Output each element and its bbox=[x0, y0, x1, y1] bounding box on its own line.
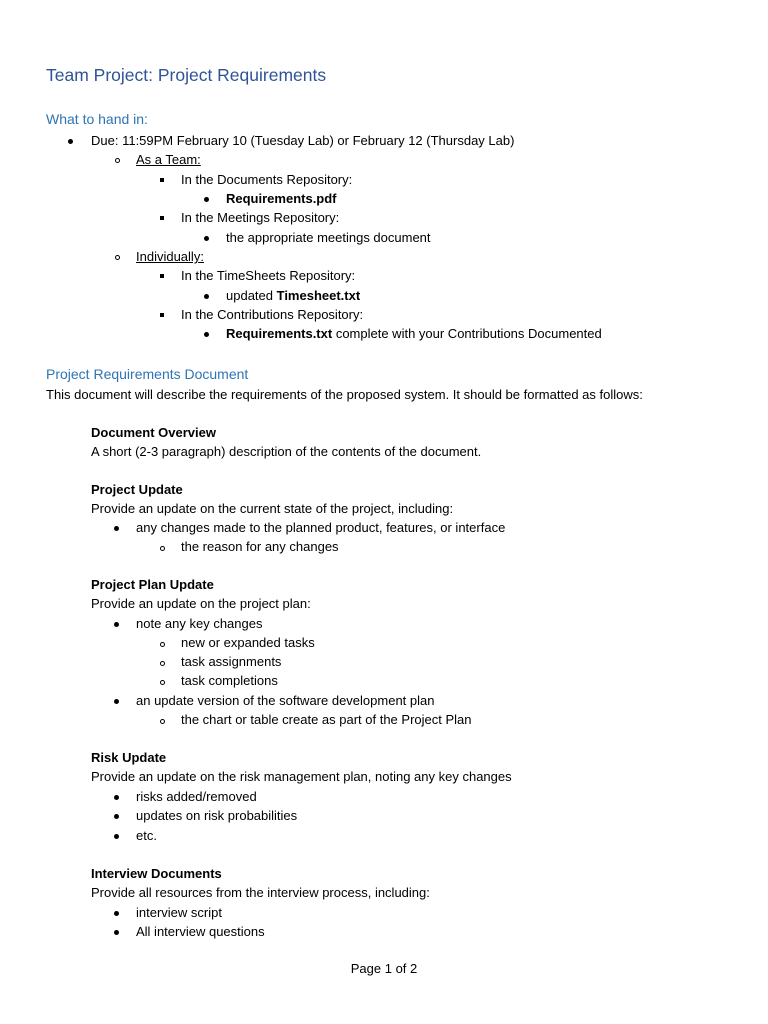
bullet-circle bbox=[160, 642, 165, 647]
ind-timesheet-prefix: updated bbox=[226, 288, 277, 303]
bullet-dot bbox=[204, 236, 209, 241]
plan-text: Provide an update on the project plan: bbox=[91, 596, 311, 611]
bullet-dot bbox=[114, 795, 119, 800]
ind-contrib-line bbox=[226, 327, 602, 340]
bullet-square bbox=[160, 216, 164, 220]
interview-bullet-2: All interview questions bbox=[136, 924, 265, 939]
team-docs-repo: In the Documents Repository: bbox=[181, 172, 353, 187]
requirements-heading: Project Requirements Document bbox=[46, 366, 249, 382]
ind-timesheets-repo: In the TimeSheets Repository: bbox=[181, 268, 356, 283]
risk-bullet-2: updates on risk probabilities bbox=[136, 808, 298, 823]
bullet-circle bbox=[160, 719, 165, 724]
plan-sub-1: new or expanded tasks bbox=[181, 635, 315, 650]
interview-heading: Interview Documents bbox=[91, 866, 222, 881]
bullet-circle bbox=[115, 255, 120, 260]
bullet-dot bbox=[114, 911, 119, 916]
bullet-dot bbox=[114, 814, 119, 819]
bullet-dot bbox=[114, 622, 119, 627]
update-bullet: any changes made to the planned product, features, or interface bbox=[136, 520, 506, 535]
risk-bullet-1: risks added/removed bbox=[136, 789, 257, 804]
team-docs-file: Requirements.pdf bbox=[226, 191, 337, 206]
page-number-footer: Page 1 of 2 bbox=[350, 961, 418, 976]
bullet-dot bbox=[114, 834, 119, 839]
interview-bullet-1: interview script bbox=[136, 905, 222, 920]
plan-bullet-2: an update version of the software development plan bbox=[136, 693, 435, 708]
plan-heading: Project Plan Update bbox=[91, 577, 214, 592]
risk-bullet-3: etc. bbox=[136, 828, 157, 843]
update-sub: the reason for any changes bbox=[181, 539, 339, 554]
bullet-circle bbox=[115, 158, 120, 163]
risk-text: Provide an update on the risk management plan, noting any key changes bbox=[91, 769, 512, 784]
bullet-dot bbox=[114, 526, 119, 531]
update-heading: Project Update bbox=[91, 482, 183, 497]
ind-contrib-file: Requirements.txt bbox=[226, 326, 333, 341]
plan-sub-3: task completions bbox=[181, 673, 278, 688]
bullet-square bbox=[160, 178, 164, 182]
ind-contrib-suffix: complete with your Contributions Documented bbox=[332, 326, 602, 341]
ind-timesheet-file: Timesheet.txt bbox=[276, 288, 361, 303]
team-meetings-item: the appropriate meetings document bbox=[226, 230, 431, 245]
interview-text: Provide all resources from the interview process, including: bbox=[91, 885, 430, 900]
team-meetings-repo: In the Meetings Repository: bbox=[181, 210, 340, 225]
plan-sub-2: task assignments bbox=[181, 654, 282, 669]
requirements-intro: This document will describe the requirements of the proposed system. It should be formatted as follows: bbox=[46, 387, 643, 402]
bullet-square bbox=[160, 313, 164, 317]
bullet-circle bbox=[160, 661, 165, 666]
bullet-square bbox=[160, 274, 164, 278]
bullet-dot bbox=[204, 197, 209, 202]
risk-heading: Risk Update bbox=[91, 750, 167, 765]
overview-text: A short (2-3 paragraph) description of the contents of the document. bbox=[91, 444, 482, 459]
bullet-dot bbox=[68, 139, 73, 144]
update-text: Provide an update on the current state of the project, including: bbox=[91, 501, 454, 516]
overview-heading: Document Overview bbox=[91, 425, 216, 440]
plan-bullet-1: note any key changes bbox=[136, 616, 263, 631]
bullet-circle bbox=[160, 680, 165, 685]
bullet-dot bbox=[204, 332, 209, 337]
page-title: Team Project: Project Requirements bbox=[46, 65, 327, 85]
ind-contrib-repo: In the Contributions Repository: bbox=[181, 307, 364, 322]
due-text: Due: 11:59PM February 10 (Tuesday Lab) or February 12 (Thursday Lab) bbox=[91, 133, 515, 148]
ind-timesheet-line bbox=[226, 289, 360, 302]
individual-label: Individually: bbox=[136, 249, 204, 264]
bullet-dot bbox=[114, 699, 119, 704]
bullet-dot bbox=[204, 294, 209, 299]
bullet-circle bbox=[160, 546, 165, 551]
plan-sub-4: the chart or table create as part of the Project Plan bbox=[181, 712, 472, 727]
handin-heading: What to hand in: bbox=[46, 111, 148, 127]
team-label: As a Team: bbox=[136, 152, 201, 167]
bullet-dot bbox=[114, 930, 119, 935]
